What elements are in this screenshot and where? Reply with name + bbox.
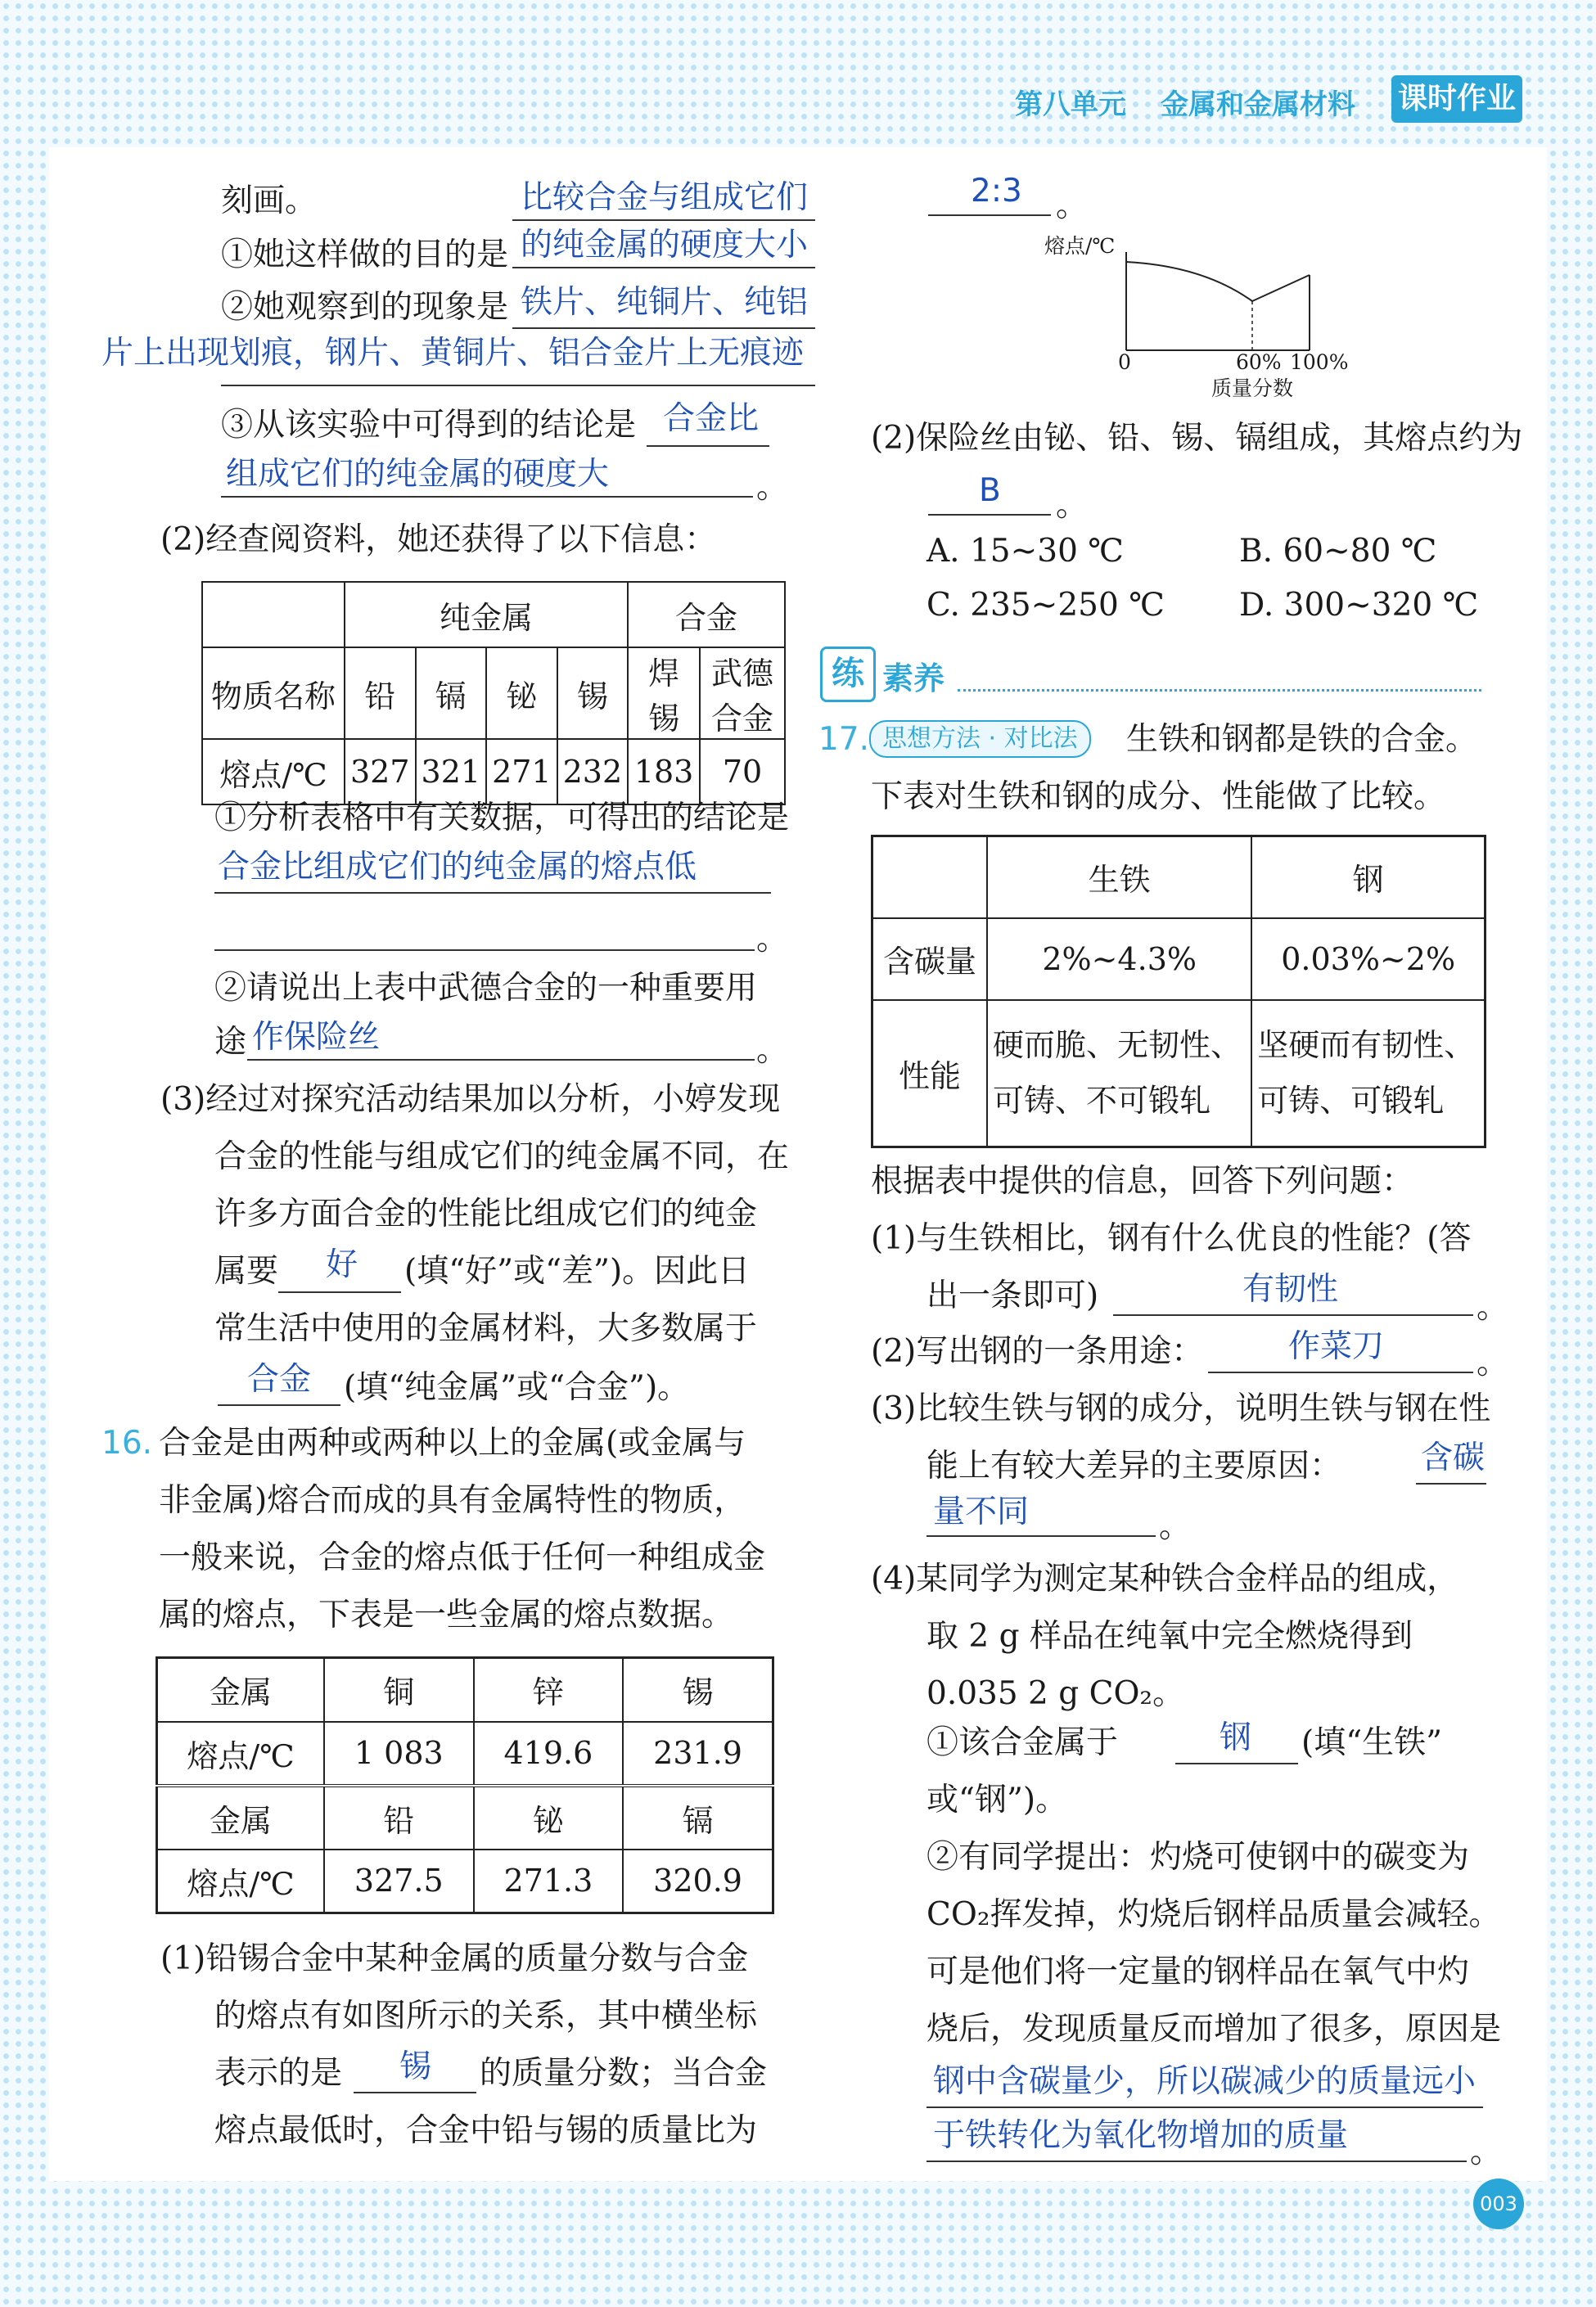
table-cell — [987, 1000, 1251, 1147]
question-number-text: 17. — [818, 721, 870, 758]
table-cell: 232 — [557, 739, 629, 804]
answer-line — [247, 1059, 755, 1061]
graph-xlabel: 质量分数 — [1211, 376, 1294, 400]
graph-tick-100: 100% — [1290, 350, 1349, 374]
q16-line — [101, 1424, 746, 1463]
text-line: ③从该实验中可得到的结论是 — [221, 407, 637, 444]
cell-line: 可铸、可锻轧 — [1257, 1083, 1445, 1120]
text-line: 一般来说，合金的熔点低于任何一种组成金 — [159, 1539, 766, 1576]
question-number: 16. — [101, 1425, 153, 1462]
cell-line: 可铸、不可锻轧 — [993, 1083, 1211, 1120]
answer: 锡 — [399, 2048, 432, 2085]
table-cell: 231.9 — [623, 1722, 773, 1786]
option-a: A. 15~30 ℃ — [926, 533, 1124, 570]
table-cell: 183 — [628, 739, 700, 804]
text-line: 的质量分数；当合金 — [480, 2055, 768, 2092]
melting-point-table-2 — [156, 1656, 774, 1914]
table-cell: 镉 — [416, 647, 487, 739]
table-row-label: 熔点/℃ — [157, 1722, 325, 1786]
graph-origin: 0 — [1118, 350, 1131, 374]
period: 。 — [1159, 1508, 1192, 1545]
text-line: 刻画。 — [221, 182, 318, 219]
text-line: 常生活中使用的金属材料，大多数属于 — [214, 1310, 758, 1347]
table-cell: 327.5 — [324, 1850, 474, 1913]
melting-curve — [1126, 262, 1310, 301]
table-cell: 铜 — [324, 1658, 474, 1722]
table-header: 生铁 — [987, 836, 1251, 918]
method-tag: 思想方法 · 对比法 — [869, 720, 1091, 758]
text-line: 生铁和钢都是铁的合金。 — [1126, 721, 1478, 758]
answer-line — [1208, 1372, 1473, 1373]
text-line: 熔点最低时，合金中铅与锡的质量比为 — [214, 2112, 758, 2149]
answer-line — [926, 2161, 1467, 2162]
answer-line — [218, 1404, 340, 1406]
answer: 钢中含碳量少，所以碳减少的质量远小 — [933, 2063, 1477, 2100]
cell-line: 坚硬而有韧性、 — [1257, 1027, 1476, 1064]
answer: 合金比 — [663, 400, 760, 437]
text-span: 合金是由两种或两种以上的金属(或金属与 — [159, 1425, 746, 1462]
text-line: 烧后，发现质量反而增加了很多，原因是 — [926, 2011, 1502, 2048]
table-cell: 321 — [416, 739, 487, 804]
table-cell — [872, 836, 988, 918]
table-cell: 铋 — [486, 647, 557, 739]
table-cell: 70 — [700, 739, 785, 804]
option-c: C. 235~250 ℃ — [926, 587, 1165, 624]
answer-line — [214, 892, 771, 894]
text-line: 或“钢”)。 — [926, 1782, 1068, 1818]
table-cell: 铅 — [345, 647, 416, 739]
answer: 好 — [326, 1246, 358, 1283]
table-cell: 327 — [345, 739, 416, 804]
answer: 作菜刀 — [1288, 1328, 1385, 1365]
text-line: (1)与生铁相比，钢有什么优良的性能？(答 — [871, 1220, 1472, 1257]
answer-line — [647, 445, 769, 447]
answer-line — [221, 385, 815, 386]
text-line: ②她观察到的现象是 — [221, 289, 509, 326]
answer-line — [1175, 1763, 1298, 1764]
section-title: 素养 — [882, 660, 945, 696]
text-line: 属的熔点，下表是一些金属的熔点数据。 — [159, 1597, 734, 1633]
homework-badge: 课时作业 — [1391, 75, 1522, 123]
table-row-label: 性能 — [872, 1000, 988, 1147]
answer-line — [512, 327, 815, 329]
period: 。 — [756, 1032, 789, 1069]
answer: 2:3 — [971, 173, 1022, 210]
table-row-label: 物质名称 — [202, 647, 345, 739]
table-header: 钢 — [1251, 836, 1485, 918]
answer: 合金比组成它们的纯金属的熔点低 — [218, 849, 697, 885]
text-line: 下表对生铁和钢的成分、性能做了比较。 — [871, 778, 1446, 815]
answer-line — [926, 1535, 1156, 1537]
question-number — [818, 720, 869, 759]
text-line: 合金的性能与组成它们的纯金属不同，在 — [214, 1138, 790, 1175]
page-number: 003 — [1473, 2179, 1524, 2229]
text-line: 许多方面合金的性能比组成它们的纯金 — [214, 1196, 758, 1232]
table-cell — [1251, 1000, 1485, 1147]
table-cell: 271.3 — [474, 1850, 624, 1913]
answer: 于铁转化为氧化物增加的质量 — [933, 2117, 1349, 2154]
text-line: 出一条即可) — [926, 1277, 1099, 1314]
table-cell: 锡 — [557, 647, 629, 739]
topic-label: 金属和金属材料 — [1161, 88, 1355, 121]
cell-line: 硬而脆、无韧性、 — [993, 1027, 1242, 1064]
text-line: (4)某同学为测定某种铁合金样品的组成， — [871, 1561, 1459, 1597]
answer: B — [979, 472, 1001, 509]
period: 。 — [1470, 2134, 1503, 2170]
graph-ylabel: 熔点/℃ — [1044, 234, 1116, 258]
answer-line — [928, 214, 1051, 216]
answer-line — [1416, 1483, 1486, 1485]
text-line: 可是他们将一定量的钢样品在氧气中灼 — [926, 1953, 1470, 1990]
table-cell: 锡 — [623, 1658, 773, 1722]
answer-line — [1113, 1314, 1473, 1316]
text-line: 表示的是 — [214, 2055, 343, 2092]
text-line: 非金属)熔合而成的具有金属特性的物质， — [159, 1482, 746, 1519]
melting-point-table-1 — [201, 581, 786, 805]
answer: 量不同 — [933, 1494, 1030, 1530]
answer: 的纯金属的硬度大小 — [521, 227, 809, 264]
answer: 含碳 — [1421, 1440, 1486, 1476]
graph-tick-60: 60% — [1236, 350, 1282, 374]
answer: 有韧性 — [1242, 1271, 1339, 1308]
text-line: ①分析表格中有关数据，可得出的结论是 — [214, 800, 790, 836]
text-line: 根据表中提供的信息，回答下列问题： — [871, 1163, 1414, 1200]
table-row-label: 含碳量 — [872, 918, 988, 1000]
text-line: ②请说出上表中武德合金的一种重要用 — [214, 970, 758, 1007]
table-cell: 铋 — [474, 1786, 624, 1850]
text-line: 取 2 g 样品在纯氧中完全燃烧得到 — [926, 1618, 1413, 1655]
text-line: (2)保险丝由铋、铅、锡、镉组成，其熔点约为 — [871, 420, 1523, 457]
iron-steel-table — [871, 835, 1486, 1148]
table-cell — [202, 582, 345, 647]
table-cell: 271 — [486, 739, 557, 804]
text-line: (2)经查阅资料，她还获得了以下信息： — [160, 521, 717, 558]
text-line: 能上有较大差异的主要原因： — [926, 1448, 1342, 1485]
text-line: (3)比较生铁与钢的成分，说明生铁与钢在性 — [871, 1390, 1491, 1427]
answer: 组成它们的纯金属的硬度大 — [226, 456, 610, 493]
answer: 钢 — [1220, 1719, 1252, 1756]
answer-line — [512, 219, 815, 221]
text-line: (1)铅锡合金中某种金属的质量分数与合金 — [160, 1940, 749, 1977]
text-line: 0.035 2 g CO₂。 — [926, 1675, 1185, 1712]
text-line: (2)写出钢的一条用途： — [871, 1333, 1204, 1370]
practice-icon: 练 — [820, 647, 876, 702]
answer-line — [278, 1291, 401, 1293]
text-line: (填“好”或“差”)。因此日 — [404, 1253, 751, 1290]
text-line: (填“纯金属”或“合金”)。 — [344, 1369, 690, 1406]
period: 。 — [1056, 487, 1089, 524]
table-row-label: 熔点/℃ — [157, 1850, 325, 1913]
answer: 作保险丝 — [252, 1019, 381, 1056]
answer: 铁片、纯铜片、纯铝 — [521, 284, 809, 321]
table-row-label: 熔点/℃ — [202, 739, 345, 804]
table-cell: 2%~4.3% — [987, 918, 1251, 1000]
answer-line — [928, 514, 1051, 516]
text-line: 的熔点有如图所示的关系，其中横坐标 — [214, 1998, 758, 2034]
period: 。 — [1477, 1289, 1509, 1326]
table-row-label: 金属 — [157, 1786, 325, 1850]
table-cell: 419.6 — [474, 1722, 624, 1786]
text-line: 属要 — [214, 1253, 279, 1290]
text-line: ②有同学提出：灼烧可使钢中的碳变为 — [926, 1839, 1470, 1876]
text-line: ①该合金属于 — [926, 1724, 1119, 1761]
text-line: 途 — [214, 1024, 247, 1061]
answer-line — [354, 2092, 476, 2093]
section-divider — [958, 689, 1481, 692]
period: 。 — [756, 921, 789, 957]
period: 。 — [1477, 1345, 1509, 1381]
answer: 合金 — [247, 1361, 312, 1398]
text-line: ①她这样做的目的是 — [221, 237, 509, 273]
answer-line — [221, 496, 753, 498]
unit-label: 第八单元 — [1015, 88, 1126, 121]
text-line: CO₂挥发掉，灼烧后钢样品质量会减轻。 — [926, 1896, 1501, 1933]
answer-line — [512, 267, 815, 268]
table-group-header: 纯金属 — [345, 582, 628, 647]
table-cell: 焊锡 — [628, 647, 700, 739]
text-line: (3)经过对探究活动结果加以分析，小婷发现 — [160, 1081, 781, 1118]
answer: 片上出现划痕，钢片、黄铜片、铝合金片上无痕迹 — [101, 335, 805, 372]
period: 。 — [756, 469, 789, 506]
table-group-header: 合金 — [628, 582, 785, 647]
table-cell: 武德合金 — [700, 647, 785, 739]
option-d: D. 300~320 ℃ — [1239, 587, 1479, 624]
table-cell: 320.9 — [623, 1850, 773, 1913]
table-row-label: 金属 — [157, 1658, 325, 1722]
text-line: (填“生铁” — [1301, 1724, 1443, 1761]
table-cell: 镉 — [623, 1786, 773, 1850]
period: 。 — [1056, 187, 1089, 224]
answer-line — [214, 949, 755, 951]
table-cell: 锌 — [474, 1658, 624, 1722]
table-cell: 0.03%~2% — [1251, 918, 1485, 1000]
option-b: B. 60~80 ℃ — [1239, 533, 1437, 570]
answer-line — [926, 2106, 1483, 2108]
table-cell: 铅 — [324, 1786, 474, 1850]
answer: 比较合金与组成它们 — [521, 179, 809, 216]
table-cell: 1 083 — [324, 1722, 474, 1786]
